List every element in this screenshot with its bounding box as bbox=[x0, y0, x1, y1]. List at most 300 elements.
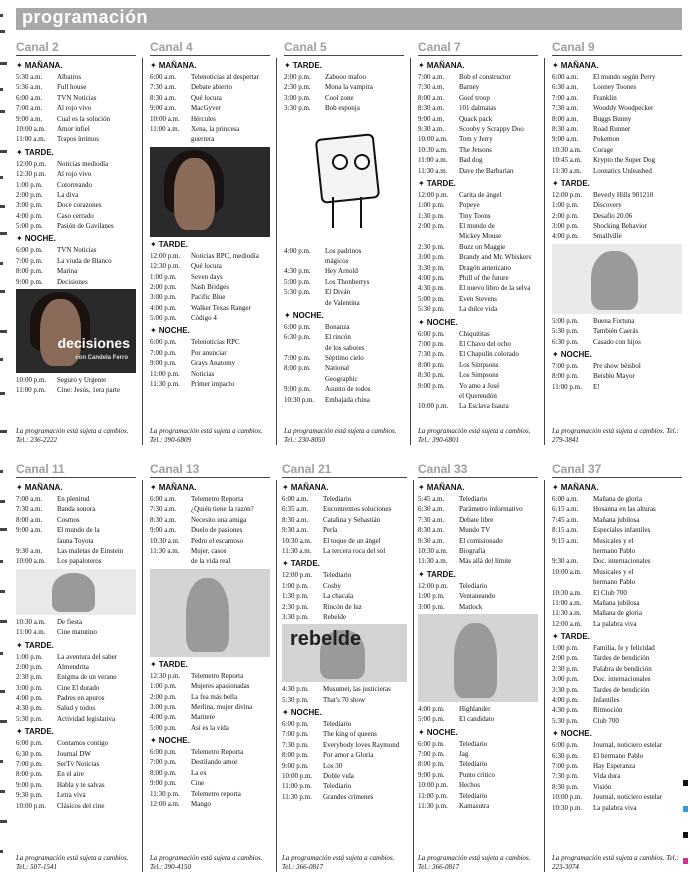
show-title: The king of queens bbox=[323, 730, 377, 739]
show-time: 9:30 a.m. bbox=[282, 526, 309, 535]
show-time: 8:00 p.m. bbox=[150, 768, 177, 777]
daypart-heading bbox=[282, 482, 407, 494]
schedule-row bbox=[552, 124, 682, 134]
show-title: Musumet, las justicieras bbox=[323, 685, 391, 694]
show-time: 10:30 a.m. bbox=[150, 536, 180, 545]
schedule-row bbox=[282, 695, 407, 705]
schedule-row bbox=[16, 82, 136, 92]
show-title: Trapos íntimos bbox=[57, 135, 99, 144]
schedule-row bbox=[418, 391, 538, 401]
show-title: Grays Anatomy bbox=[191, 359, 236, 368]
schedule-row bbox=[418, 494, 538, 504]
schedule-disclaimer: La programación está sujeta a cambios. Tel.: 223-3074 bbox=[552, 854, 679, 871]
schedule-row bbox=[552, 145, 682, 155]
schedule-row bbox=[282, 684, 407, 694]
show-title: Smallville bbox=[593, 232, 622, 241]
daypart-label: TARDE. bbox=[560, 632, 590, 642]
show-time: 8:30 a.m. bbox=[282, 515, 309, 524]
schedule-row bbox=[418, 714, 538, 724]
show-title: Zabooo mafoo bbox=[325, 73, 367, 81]
show-title: La diva bbox=[57, 190, 79, 199]
edge-fragment bbox=[0, 88, 3, 91]
show-time: 1:00 p.m. bbox=[16, 180, 43, 189]
schedule-row bbox=[552, 674, 682, 684]
schedule-row bbox=[284, 395, 404, 405]
show-title: Beisblo Mayor bbox=[593, 372, 635, 381]
show-title: fauna Toyota bbox=[57, 536, 94, 545]
show-title: Bob esponja bbox=[325, 104, 360, 113]
show-title: Mango bbox=[191, 800, 211, 809]
show-time: 8:30 a.m. bbox=[552, 124, 579, 133]
schedule-row bbox=[16, 546, 136, 556]
show-title: El rincón bbox=[325, 333, 351, 342]
schedule-row bbox=[16, 769, 136, 779]
show-time: 10:30 a.m. bbox=[552, 588, 582, 597]
schedule-row bbox=[150, 768, 270, 778]
daypart-label: NOCHE. bbox=[158, 736, 190, 746]
schedule-row bbox=[150, 282, 270, 292]
show-time: 8:00 a.m. bbox=[16, 515, 43, 524]
show-title: Full house bbox=[57, 83, 87, 92]
show-title: Palabra de bendición bbox=[593, 664, 652, 673]
schedule-row bbox=[552, 705, 682, 715]
show-title: SerTv Noticias bbox=[57, 760, 100, 769]
show-title: Telediario bbox=[323, 782, 352, 791]
schedule-row bbox=[16, 221, 136, 231]
schedule-row bbox=[284, 246, 404, 256]
show-time: 12:00 p.m. bbox=[16, 159, 47, 168]
star-icon: ✦ bbox=[552, 61, 559, 70]
show-title: Salud y todos bbox=[57, 704, 96, 713]
star-icon: ✦ bbox=[418, 727, 425, 737]
star-icon: ✦ bbox=[552, 483, 559, 492]
show-time: 10:45 a.m. bbox=[552, 156, 582, 165]
show-time: 8:30 p.m. bbox=[418, 371, 445, 380]
show-time: 9:00 a.m. bbox=[16, 114, 43, 123]
schedule-row bbox=[284, 343, 404, 353]
channel-column-canal-13 bbox=[150, 462, 270, 871]
star-icon: ✦ bbox=[150, 736, 157, 746]
show-title: Phill of the future bbox=[459, 274, 509, 283]
show-time: 10:30 a.m. bbox=[418, 546, 448, 555]
daypart-label: NOCHE. bbox=[292, 310, 324, 320]
show-title: Mundo TV bbox=[459, 526, 491, 535]
daypart-label: TARDE. bbox=[24, 640, 54, 650]
channel-column-canal-11 bbox=[16, 462, 136, 871]
show-title: Clásicos del cine bbox=[57, 801, 105, 810]
show-time: 10:00 a.m. bbox=[16, 557, 46, 566]
show-time: 10:00 a.m. bbox=[552, 567, 582, 576]
show-time: 5:00 p.m. bbox=[418, 294, 445, 303]
schedule-row bbox=[418, 381, 538, 391]
show-time: 7:00 p.m. bbox=[418, 750, 445, 759]
star-icon: ✦ bbox=[282, 483, 289, 492]
channel-title: Canal 13 bbox=[150, 462, 270, 478]
show-title: Telediario bbox=[323, 720, 352, 729]
show-title: Encontremos soluciones bbox=[323, 505, 392, 514]
show-title: Highlander bbox=[459, 704, 491, 713]
schedule-row bbox=[418, 145, 538, 155]
show-title: Embajada china bbox=[325, 395, 370, 404]
show-time: 10:30 p.m. bbox=[552, 803, 583, 812]
schedule-row bbox=[552, 504, 682, 514]
show-time: 11:30 a.m. bbox=[150, 546, 180, 555]
channel-column-canal-33 bbox=[418, 462, 538, 871]
show-title: Goof troop bbox=[459, 93, 490, 102]
daypart-heading bbox=[418, 60, 538, 72]
schedule-row bbox=[418, 581, 538, 591]
show-title: El mundo de bbox=[459, 222, 495, 231]
daypart-heading bbox=[418, 178, 538, 190]
show-title: Musicales y el bbox=[593, 567, 634, 576]
star-icon: ✦ bbox=[16, 234, 23, 244]
show-time bbox=[284, 256, 325, 266]
schedule-row bbox=[282, 719, 407, 729]
schedule-row bbox=[552, 653, 682, 663]
schedule-row bbox=[552, 221, 682, 231]
schedule-row bbox=[282, 570, 407, 580]
schedule-row bbox=[150, 272, 270, 282]
schedule-row bbox=[16, 683, 136, 693]
show-time: 1:30 p.m. bbox=[418, 211, 445, 220]
daypart-heading bbox=[16, 233, 136, 245]
show-time: 4:00 p.m. bbox=[16, 694, 43, 703]
show-title: Matlock bbox=[459, 602, 483, 611]
schedule-disclaimer: La programación está sujeta a cambios. Tel.: 390-4150 bbox=[150, 854, 263, 871]
show-time: 3:30 p.m. bbox=[284, 104, 311, 113]
schedule-row bbox=[150, 778, 270, 788]
section-banner bbox=[16, 8, 682, 30]
show-title: La aventura del saber bbox=[57, 652, 118, 661]
schedule-row bbox=[284, 266, 404, 276]
show-title: Hosanna en las alturas bbox=[593, 505, 656, 514]
show-title: Doble vida bbox=[323, 772, 354, 781]
daypart-heading bbox=[418, 727, 538, 739]
show-title: Noticias mediodía bbox=[57, 159, 109, 168]
channel-title: Canal 33 bbox=[418, 462, 538, 478]
schedule-row bbox=[552, 103, 682, 113]
column-divider bbox=[276, 480, 277, 872]
schedule-row bbox=[150, 369, 270, 379]
show-time: 11:30 p.m. bbox=[150, 789, 180, 798]
daypart-label: NOCHE. bbox=[426, 727, 458, 737]
schedule-row bbox=[552, 337, 682, 347]
show-title: Tiny Toons bbox=[459, 211, 491, 220]
show-title: Cool zone bbox=[325, 93, 354, 102]
show-time: 3:30 p.m. bbox=[552, 685, 579, 694]
daypart-label: TARDE. bbox=[292, 61, 322, 70]
daypart-heading bbox=[150, 482, 270, 494]
daypart-label: TARDE. bbox=[426, 569, 456, 579]
show-time: 7:00 p.m. bbox=[150, 758, 177, 767]
show-title: The Jetsons bbox=[459, 145, 492, 154]
show-title: La dulce vida bbox=[459, 305, 498, 314]
show-title: La palabra viva bbox=[593, 619, 637, 628]
show-title: Perla bbox=[323, 526, 338, 535]
daypart-label: MAÑANA. bbox=[158, 483, 197, 492]
show-title: El hermano Pablo bbox=[593, 751, 644, 760]
show-title: Popeye bbox=[459, 201, 480, 210]
schedule-row bbox=[418, 103, 538, 113]
schedule-row bbox=[16, 93, 136, 103]
show-title: Xena, la princesa bbox=[191, 124, 240, 133]
show-title: Cosby bbox=[323, 581, 341, 590]
show-title: Visión bbox=[593, 782, 612, 791]
show-title: Corage bbox=[593, 145, 614, 154]
daypart-label: NOCHE. bbox=[290, 708, 322, 718]
schedule-row bbox=[552, 792, 682, 802]
channel-title: Canal 5 bbox=[284, 40, 404, 56]
schedule-row bbox=[16, 114, 136, 124]
schedule-row bbox=[16, 749, 136, 759]
show-title: Contamos contigo bbox=[57, 739, 109, 748]
show-time: 5:45 a.m. bbox=[418, 495, 445, 503]
schedule-row bbox=[418, 591, 538, 601]
show-title: La Esclava Isaura bbox=[459, 402, 509, 411]
schedule-row bbox=[150, 251, 270, 261]
show-time: 3:00 p.m. bbox=[418, 602, 445, 611]
show-time: 2:30 p.m. bbox=[552, 664, 579, 673]
schedule-row bbox=[552, 326, 682, 336]
show-title: Buzz on Maggie bbox=[459, 242, 506, 251]
schedule-row bbox=[418, 124, 538, 134]
show-time: 6:00 a.m. bbox=[282, 495, 309, 503]
daypart-label: MAÑANA. bbox=[560, 483, 599, 492]
schedule-row bbox=[418, 329, 538, 339]
show-time: 6:00 p.m. bbox=[282, 720, 309, 729]
show-time: 12:30 p.m. bbox=[150, 671, 181, 680]
show-time: 9:00 p.m. bbox=[418, 381, 445, 390]
schedule-row bbox=[552, 93, 682, 103]
show-title: Wooddy Woodpecker bbox=[593, 104, 654, 113]
schedule-row bbox=[16, 375, 136, 385]
show-time: 1:00 p.m. bbox=[150, 682, 177, 691]
show-title: Cine: Jesús, 1era parte bbox=[57, 386, 120, 395]
show-title: Los 30 bbox=[323, 761, 343, 770]
schedule-row bbox=[552, 382, 682, 392]
show-title: TVN Noticias bbox=[57, 246, 97, 255]
show-title: Los Thonberrys bbox=[325, 277, 370, 286]
show-time: 4:00 p.m. bbox=[552, 696, 579, 705]
show-title: Tardes de bendición bbox=[593, 654, 650, 663]
daypart-heading bbox=[552, 349, 682, 361]
schedule-row bbox=[552, 664, 682, 674]
show-time: 11:30 p.m. bbox=[282, 792, 312, 801]
edge-fragment bbox=[0, 760, 3, 763]
show-time: 8:00 p.m. bbox=[282, 751, 309, 760]
show-time: 11:30 a.m. bbox=[552, 609, 582, 618]
show-title: Mickey Mouse bbox=[459, 232, 502, 241]
schedule-row bbox=[282, 612, 407, 622]
show-title: Hechos bbox=[459, 781, 480, 790]
show-time: 12:00 p.m. bbox=[150, 251, 181, 260]
schedule-row bbox=[16, 801, 136, 811]
show-time: 11:00 a.m. bbox=[150, 124, 180, 133]
show-time: 11:30 p.m. bbox=[418, 802, 448, 811]
schedule-row bbox=[282, 729, 407, 739]
photo-title-text: decisiones bbox=[57, 335, 130, 352]
schedule-row bbox=[552, 588, 682, 598]
show-title: Cosmos bbox=[57, 515, 80, 524]
daypart-label: MAÑANA. bbox=[560, 61, 599, 70]
daypart-heading bbox=[16, 640, 136, 652]
show-title: La viuda de Blanco bbox=[57, 256, 112, 265]
schedule-row bbox=[552, 598, 682, 608]
schedule-row bbox=[284, 374, 404, 384]
adjacent-page-edge bbox=[0, 0, 8, 874]
eye-shape bbox=[332, 154, 348, 170]
show-time: 5:00 p.m. bbox=[284, 277, 311, 286]
program-photo bbox=[150, 147, 270, 237]
schedule-row bbox=[418, 401, 538, 411]
show-title: Chiquititas bbox=[459, 329, 490, 338]
column-divider bbox=[413, 480, 414, 872]
star-icon: ✦ bbox=[418, 483, 425, 492]
daypart-heading bbox=[552, 178, 682, 190]
show-time: 7:30 a.m. bbox=[150, 83, 177, 92]
show-time: 3:00 p.m. bbox=[150, 702, 177, 711]
star-icon: ✦ bbox=[418, 178, 425, 188]
show-title: Telediario bbox=[459, 739, 488, 748]
show-time: 4:00 p.m. bbox=[552, 232, 579, 241]
show-time: 9:00 p.m. bbox=[150, 359, 177, 368]
edge-fragment bbox=[0, 620, 7, 623]
show-time: 5:30 p.m. bbox=[418, 305, 445, 314]
schedule-row bbox=[418, 190, 538, 200]
show-time: 6:00 p.m. bbox=[16, 739, 43, 748]
daypart-heading bbox=[150, 659, 270, 671]
channel-column-canal-4 bbox=[150, 40, 270, 444]
schedule-row bbox=[418, 93, 538, 103]
schedule-row bbox=[282, 546, 407, 556]
show-title: Cine matutino bbox=[57, 628, 97, 637]
show-time: 10:00 p.m. bbox=[16, 376, 47, 385]
column-divider bbox=[142, 58, 143, 445]
show-time: 11:30 a.m. bbox=[552, 166, 582, 175]
schedule-row bbox=[418, 211, 538, 221]
schedule-row bbox=[16, 738, 136, 748]
show-title: Dragón americano bbox=[459, 263, 511, 272]
daypart-label: TARDE. bbox=[426, 178, 456, 188]
show-title: Doce corazones bbox=[57, 201, 102, 210]
show-title: Padres en apuros bbox=[57, 694, 105, 703]
schedule-row bbox=[150, 379, 270, 389]
show-time: 3:00 p.m. bbox=[552, 222, 579, 231]
schedule-row bbox=[552, 515, 682, 525]
show-title: Las maletas de Einstein bbox=[57, 546, 124, 555]
schedule-row bbox=[284, 298, 404, 308]
show-time: 6:30 p.m. bbox=[552, 751, 579, 760]
show-title: Qué locura bbox=[191, 262, 222, 271]
edge-fragment bbox=[0, 30, 5, 33]
show-time: 10:30 p.m. bbox=[284, 395, 315, 404]
show-title: Qué locura bbox=[191, 93, 222, 102]
schedule-row bbox=[16, 693, 136, 703]
show-time bbox=[150, 556, 191, 566]
show-time: 10:00 p.m. bbox=[552, 793, 583, 802]
show-title: Hay Esperanza bbox=[593, 761, 636, 770]
show-title: Quack pack bbox=[459, 114, 493, 123]
show-time: 8:00 a.m. bbox=[418, 93, 445, 102]
show-title: Shocking Behavior bbox=[593, 222, 647, 231]
show-title: Mona la vampira bbox=[325, 83, 373, 92]
show-title: El mundo de la bbox=[57, 526, 100, 535]
show-time: 2:00 p.m. bbox=[552, 654, 579, 663]
schedule-row bbox=[552, 361, 682, 371]
schedule-row bbox=[150, 702, 270, 712]
channel-column-canal-37 bbox=[552, 462, 682, 871]
show-title: 101 dalmatas bbox=[459, 104, 497, 113]
show-time: 3:00 p.m. bbox=[418, 253, 445, 262]
schedule-row bbox=[150, 292, 270, 302]
schedule-row bbox=[150, 348, 270, 358]
show-time: 6:00 p.m. bbox=[552, 741, 579, 750]
show-title: La ex bbox=[191, 768, 207, 777]
star-icon: ✦ bbox=[552, 178, 559, 188]
show-time bbox=[284, 343, 325, 353]
schedule-row bbox=[418, 780, 538, 790]
portrait-shape bbox=[186, 578, 229, 653]
show-time: 4:00 p.m. bbox=[418, 704, 445, 713]
show-title: La chacala bbox=[323, 592, 354, 601]
show-title: Enigma de un verano bbox=[57, 673, 117, 682]
show-time: 5:30 p.m. bbox=[282, 695, 309, 704]
show-time: 9:00 p.m. bbox=[284, 385, 311, 394]
schedule-row bbox=[552, 190, 682, 200]
schedule-row bbox=[552, 740, 682, 750]
schedule-row bbox=[418, 525, 538, 535]
schedule-row bbox=[552, 761, 682, 771]
daypart-heading bbox=[284, 60, 404, 72]
schedule-row bbox=[284, 277, 404, 287]
show-title: Telenoticias RPC bbox=[191, 338, 240, 347]
star-icon: ✦ bbox=[418, 317, 425, 327]
show-time: 5:00 p.m. bbox=[150, 314, 177, 323]
schedule-row bbox=[150, 671, 270, 681]
show-title: Telemetro Reporta bbox=[191, 671, 244, 680]
schedule-row bbox=[418, 791, 538, 801]
schedule-row bbox=[284, 103, 404, 113]
schedule-row bbox=[418, 749, 538, 759]
channel-title: Canal 2 bbox=[16, 40, 136, 56]
show-title: Habla y te salvas bbox=[57, 780, 105, 789]
schedule-row bbox=[16, 759, 136, 769]
schedule-row bbox=[552, 200, 682, 210]
schedule-row bbox=[16, 211, 136, 221]
show-title: Los padrinos bbox=[325, 246, 362, 255]
schedule-row bbox=[552, 134, 682, 144]
show-time: 6:30 a.m. bbox=[418, 505, 445, 514]
show-time: 2:30 p.m. bbox=[16, 673, 43, 682]
schedule-row bbox=[418, 155, 538, 165]
show-title: Mañana jubilosa bbox=[593, 598, 640, 607]
schedule-row bbox=[16, 159, 136, 169]
schedule-row bbox=[150, 124, 270, 134]
column-divider bbox=[410, 58, 411, 445]
show-title: En plenitud bbox=[57, 495, 90, 503]
schedule-row bbox=[552, 494, 682, 504]
schedule-row bbox=[150, 494, 270, 504]
photo-subtitle-text: con Candela Ferro bbox=[75, 355, 128, 362]
show-title: La tercera roca del sol bbox=[323, 546, 386, 555]
schedule-row bbox=[282, 792, 407, 802]
schedule-row bbox=[418, 349, 538, 359]
show-title: hermano Pablo bbox=[593, 546, 636, 555]
show-time: 11:00 p.m. bbox=[418, 791, 448, 800]
show-title: Catalina y Sebastián bbox=[323, 515, 381, 524]
channel-column-canal-21 bbox=[282, 462, 407, 871]
show-title: Doc. internacionales bbox=[593, 675, 651, 684]
